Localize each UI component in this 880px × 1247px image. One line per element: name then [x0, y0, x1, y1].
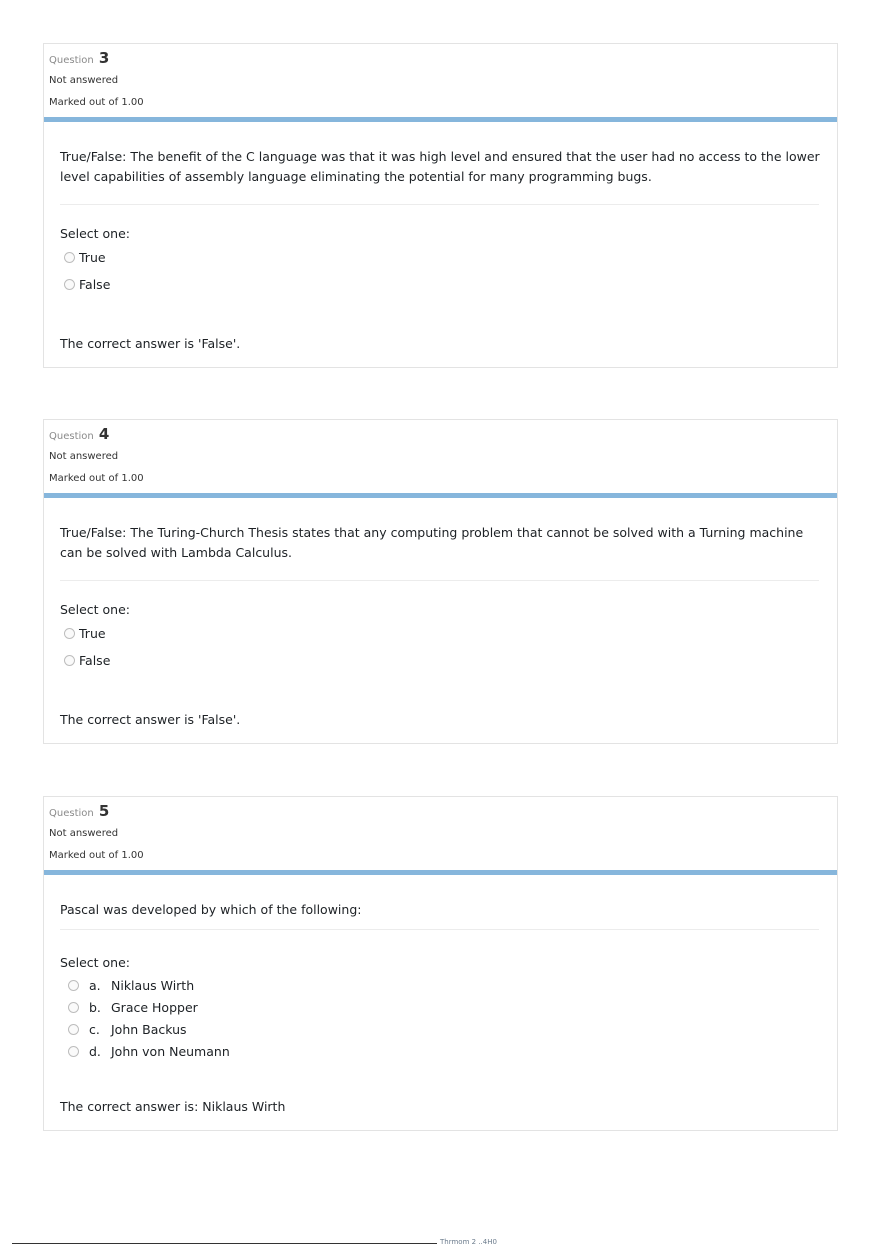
option-false[interactable]: False	[64, 653, 110, 668]
footer-text: Thrmom 2 ..4H0	[440, 1238, 497, 1246]
select-prompt: Select one:	[60, 955, 131, 970]
radio-button[interactable]	[64, 252, 75, 263]
radio-button[interactable]	[68, 1046, 79, 1057]
question-number: Question 4	[49, 425, 110, 443]
question-info	[44, 420, 837, 498]
question-grade: Marked out of 1.00	[49, 850, 144, 861]
radio-button[interactable]	[68, 1024, 79, 1035]
footer-rule	[12, 1243, 437, 1244]
divider	[60, 580, 819, 581]
option-true[interactable]: True	[64, 250, 106, 265]
question-state: Not answered	[49, 451, 119, 462]
question-3	[43, 43, 838, 368]
radio-button[interactable]	[68, 1002, 79, 1013]
divider	[60, 929, 819, 930]
radio-button[interactable]	[64, 628, 75, 639]
option-false[interactable]: False	[64, 277, 110, 292]
option-a[interactable]: a. Niklaus Wirth	[64, 978, 194, 993]
question-info	[44, 44, 837, 122]
radio-button[interactable]	[68, 980, 79, 991]
option-c[interactable]: c. John Backus	[64, 1022, 187, 1037]
question-number: Question 3	[49, 49, 110, 67]
question-text: True/False: The Turing-Church Thesis states that any computing problem that cannot be solved with a Turning machine can be solved with Lambda Calculus.	[60, 525, 804, 560]
radio-button[interactable]	[64, 655, 75, 666]
correct-answer: The correct answer is 'False'.	[60, 336, 241, 351]
question-text: Pascal was developed by which of the following:	[60, 902, 362, 917]
question-info	[44, 797, 837, 875]
question-grade: Marked out of 1.00	[49, 97, 144, 108]
question-grade: Marked out of 1.00	[49, 473, 144, 484]
select-prompt: Select one:	[60, 226, 131, 241]
option-d[interactable]: d. John von Neumann	[64, 1044, 230, 1059]
correct-answer: The correct answer is: Niklaus Wirth	[60, 1099, 286, 1114]
question-text: True/False: The benefit of the C language was that it was high level and ensured that the user had no access to the lower level capabilities of assembly language eliminating the potential for many programming bugs.	[60, 149, 820, 184]
question-state: Not answered	[49, 75, 119, 86]
divider	[60, 204, 819, 205]
question-4	[43, 419, 838, 744]
question-5	[43, 796, 838, 1131]
question-number: Question 5	[49, 802, 110, 820]
option-b[interactable]: b. Grace Hopper	[64, 1000, 198, 1015]
correct-answer: The correct answer is 'False'.	[60, 712, 241, 727]
question-state: Not answered	[49, 828, 119, 839]
option-true[interactable]: True	[64, 626, 106, 641]
select-prompt: Select one:	[60, 602, 131, 617]
radio-button[interactable]	[64, 279, 75, 290]
